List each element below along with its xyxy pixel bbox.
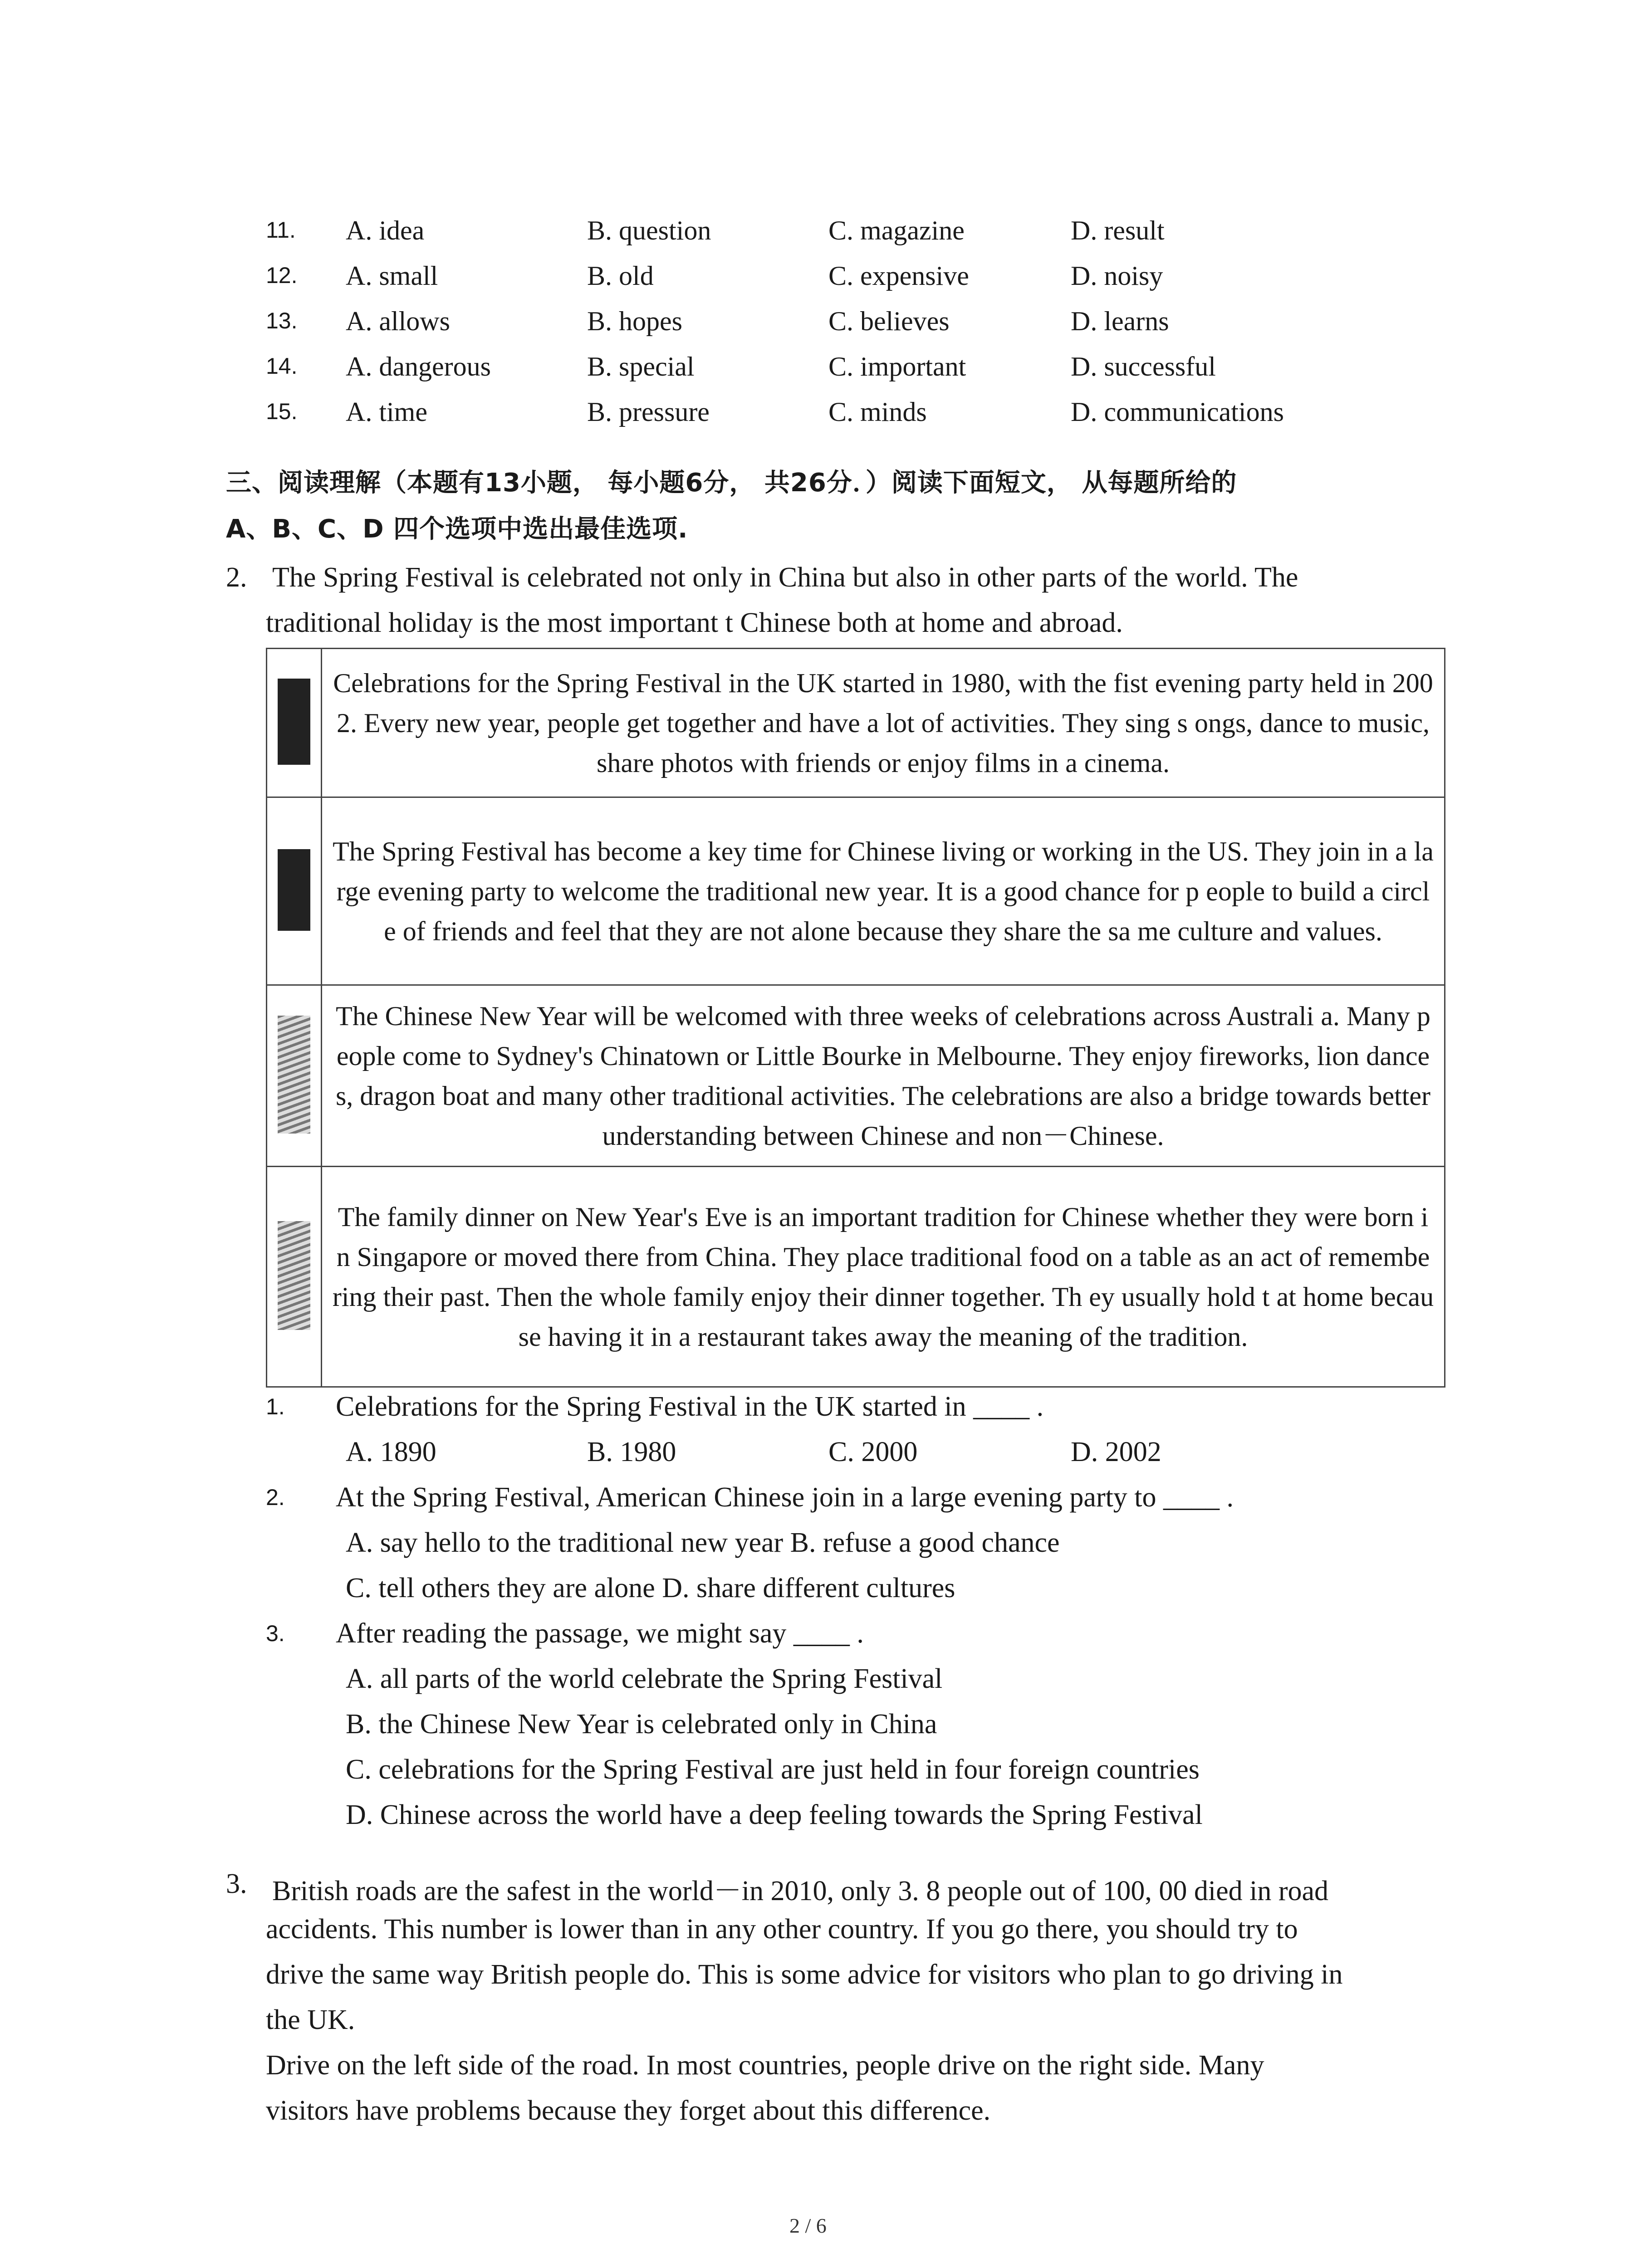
photo-cell — [267, 985, 322, 1167]
option-b: B. question — [587, 215, 711, 245]
passage-3-line-2: accidents. This number is lower than in any other country. If you go there, you should try to — [266, 1914, 1298, 1945]
table-row — [267, 1167, 1445, 1387]
question-number: 14. — [266, 353, 298, 379]
question-number: 12. — [266, 263, 298, 288]
passage-intro-line-2: traditional holiday is the most important t Chinese both at home and abroad. — [266, 607, 1123, 638]
passage-3-line-4: the UK. — [266, 2004, 355, 2035]
question-number: 13. — [266, 308, 298, 333]
photo-cell — [267, 649, 322, 797]
table-row — [267, 985, 1445, 1167]
singapore-celebration-text: The family dinner on New Year's Eve is an important tradition for Chinese whether they were born in Singapore or moved there from China. They place traditional food on a table as an act of remembering their past. Then the whole family enjoy their dinner together. Th ey usually hold t at home because having it in a restaurant takes away the meaning of the tradition. — [322, 1167, 1445, 1387]
photo-cell — [267, 797, 322, 985]
question-2-options-cd: C. tell others they are alone D. share different cultures — [346, 1573, 955, 1603]
option-c: C. magazine — [828, 215, 965, 245]
australia-celebration-text: The Chinese New Year will be welcomed with three weeks of celebrations across Australi a. Many people come to Sydney's Chinatown or Little Bourke in Melbourne. They enjoy fireworks, lion dances, dragon boat and many other traditional activities. The celebrations are also a bridge towards better understanding between Chinese and non－Chinese. — [322, 985, 1445, 1167]
question-3-text: After reading the passage, we might say ____ . — [336, 1618, 864, 1649]
option-a: A. dangerous — [346, 352, 491, 381]
option-c: C. important — [828, 352, 966, 381]
question-number: 3. — [266, 1621, 285, 1646]
passage-number: 3. — [226, 1868, 247, 1899]
option-a: A. allows — [346, 306, 450, 336]
question-3-option-d: D. Chinese across the world have a deep feeling towards the Spring Festival — [346, 1799, 1203, 1830]
festival-photo-icon — [278, 679, 310, 765]
table-row — [267, 649, 1445, 797]
question-number: 1. — [266, 1394, 285, 1419]
photo-cell — [267, 1167, 322, 1387]
festival-photo-icon — [278, 849, 310, 931]
option-c: C. believes — [828, 306, 950, 336]
question-1-option-a: A. 1890 — [346, 1437, 436, 1467]
question-number: 2. — [266, 1485, 285, 1510]
option-d: D. noisy — [1071, 261, 1163, 291]
question-number: 15. — [266, 399, 298, 424]
option-d: D. successful — [1071, 352, 1216, 381]
us-celebration-text: The Spring Festival has become a key time for Chinese living or working in the US. They join in a large evening party to welcome the traditional new year. It is a good chance for p eople to build a circle of friends and feel that they are not alone because they share the sa me culture and values. — [322, 797, 1445, 985]
question-number: 11. — [266, 217, 296, 243]
option-b: B. hopes — [587, 306, 682, 336]
option-d: D. learns — [1071, 306, 1169, 336]
option-b: B. special — [587, 352, 695, 381]
option-b: B. pressure — [587, 397, 710, 427]
question-1-option-b: B. 1980 — [587, 1437, 676, 1467]
passage-number: 2. — [226, 562, 247, 593]
question-2-options-ab: A. say hello to the traditional new year B. refuse a good chance — [346, 1527, 1060, 1558]
question-2-text: At the Spring Festival, American Chinese join in a large evening party to ____ . — [336, 1482, 1234, 1513]
page-number: 2 / 6 — [789, 2214, 827, 2237]
option-a: A. small — [346, 261, 438, 291]
opera-house-photo-icon — [278, 1016, 310, 1134]
question-1-option-c: C. 2000 — [828, 1437, 918, 1467]
option-a: A. time — [346, 397, 427, 427]
option-a: A. idea — [346, 215, 425, 245]
option-b: B. old — [587, 261, 654, 291]
passage-3-line-5: Drive on the left side of the road. In most countries, people drive on the right side. Many — [266, 2050, 1264, 2081]
question-3-option-c: C. celebrations for the Spring Festival are just held in four foreign countries — [346, 1754, 1200, 1785]
passage-3-line-1: British roads are the safest in the world－in 2010, only 3. 8 people out of 100, 00 died in road — [272, 1876, 1329, 1906]
question-3-option-a: A. all parts of the world celebrate the Spring Festival — [346, 1663, 943, 1694]
question-1-option-d: D. 2002 — [1071, 1437, 1161, 1467]
passage-intro-line-1: The Spring Festival is celebrated not only in China but also in other parts of the world. The — [272, 562, 1298, 593]
section-heading-line-2: A、B、C、D 四个选项中选出最佳选项. — [226, 514, 688, 544]
singapore-photo-icon — [278, 1221, 310, 1330]
section-heading-line-1: 三、阅读理解（本题有13小题， 每小题6分， 共26分．）阅读下面短文， 从每题所给的 — [226, 468, 1237, 498]
option-d: D. communications — [1071, 397, 1284, 427]
passage-3-line-3: drive the same way British people do. This is some advice for visitors who plan to go driving in — [266, 1959, 1343, 1990]
option-c: C. expensive — [828, 261, 969, 291]
festival-table — [266, 648, 1445, 1388]
question-3-option-b: B. the Chinese New Year is celebrated only in China — [346, 1709, 937, 1740]
passage-3-line-6: visitors have problems because they forget about this difference. — [266, 2095, 991, 2126]
question-1-text: Celebrations for the Spring Festival in the UK started in ____ . — [336, 1391, 1044, 1422]
table-row — [267, 797, 1445, 985]
uk-celebration-text: Celebrations for the Spring Festival in the UK started in 1980, with the fist evening party held in 2002. Every new year, people get together and have a lot of activities. They sing s ongs, dance to music, share photos with friends or enjoy films in a cinema. — [322, 649, 1445, 797]
option-c: C. minds — [828, 397, 927, 427]
option-d: D. result — [1071, 215, 1165, 245]
